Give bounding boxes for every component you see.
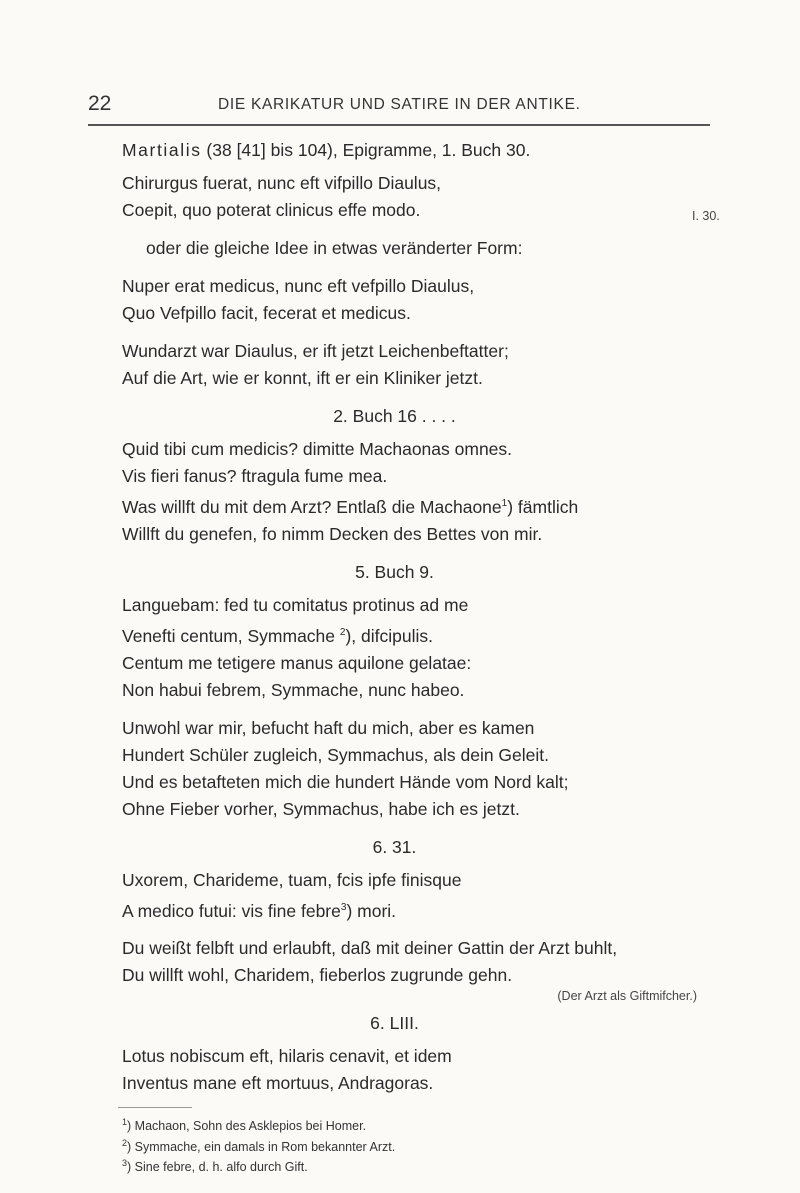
running-title: DIE KARIKATUR UND SATIRE IN DER ANTIKE. [218,96,581,113]
footnote-mark: 2 [339,626,346,638]
footnote-text: ) Machaon, Sohn des Asklepios bei Homer. [127,1119,367,1134]
german-line: Wundarzt war Diaulus, er ift jetzt Leichenbeftatter; [122,341,509,361]
german-line: Auf die Art, wie er konnt, ift er ein Kliniker jetzt. [122,368,483,388]
german-line: Ohne Fieber vorher, Symmachus, habe ich es jetzt. [122,798,520,819]
german-line: Du willft wohl, Charidem, fieberlos zugrunde gehn. [122,965,513,986]
german-line: Willft du genefen, fo nimm Decken des Bettes von mir. [122,523,543,544]
text-span: ) fämtlich [507,496,579,517]
footnote [122,1135,722,1155]
latin-line: Vis fieri fanus? ftragula fume mea. [122,466,388,486]
footnote-mark: 2 [122,1137,128,1148]
german-line: Du weißt felbft und erlaubft, daß mit deiner Gattin der Arzt buhlt, [122,938,618,959]
footnote-text: ) Sine febre, d. h. alfo durch Gift. [127,1159,308,1174]
latin-line [122,619,722,650]
latin-line: Nuper erat medicus, nunc eft vefpillo Diaulus, [122,276,475,296]
footnote-mark: 1 [122,1117,128,1128]
latin-line: Chirurgus fuerat, nunc eft vifpillo Diaulus, [122,173,442,193]
text-span: Venefti centum, Symmache [122,625,340,646]
footnote-mark: 1 [501,498,508,509]
footnote-mark: 3 [122,1157,128,1168]
epigram-heading: 5. Buch 9. [355,561,434,582]
german-line [122,490,722,521]
side-note: (Der Arzt als Giftmifcher.) [557,989,697,1004]
footnote-rule [118,1107,192,1108]
author-name: Martialis [122,140,202,160]
latin-line [122,894,722,925]
latin-line: Centum me tetigere manus aquilone gelatae: [122,652,472,673]
text-span: ), difcipulis. [345,625,433,646]
text-span: ) mori. [346,900,397,921]
latin-line: Uxorem, Charideme, tuam, fcis ipfe finisque [122,869,462,890]
heading-details: (38 [41] bis 104), Epigramme, 1. Buch 30. [201,140,531,160]
footnote-mark: 3 [340,901,347,913]
latin-line: Non habui febrem, Symmache, nunc habeo. [122,679,465,700]
epigram-heading: 6. 31. [372,836,417,857]
page-number: 22 [88,92,112,115]
latin-line: Coepit, quo poterat clinicus effe modo. [122,200,421,220]
section-heading [122,137,722,164]
latin-line: Inventus mane eft mortuus, Andragoras. [122,1073,434,1094]
footnote-text: ) Symmache, ein damals in Rom bekannter Arzt. [127,1139,396,1154]
latin-line-with-ref [122,197,722,224]
latin-line: Quo Vefpillo facit, fecerat et medicus. [122,303,411,323]
german-line: Und es betafteten mich die hundert Hände vom Nord kalt; [122,771,569,792]
running-header [88,92,708,118]
epigram-heading: 2. Buch 16 . . . . [333,406,456,426]
epigram-heading: 6. LIII. [370,1013,419,1034]
text-span: A medico futui: vis fine febre [122,900,341,921]
latin-line: Quid tibi cum medicis? dimitte Machaonas omnes. [122,439,513,459]
intro-line: oder die gleiche Idee in etwas veränderter Form: [146,238,523,258]
footnote [122,1155,722,1175]
german-line: Hundert Schüler zugleich, Symmachus, als dein Geleit. [122,744,550,765]
text-span: Was willft du mit dem Arzt? Entlaß die Machaone [122,496,502,517]
latin-line: Languebam: fed tu comitatus protinus ad me [122,594,469,615]
header-rule [88,124,710,126]
footnote [122,1114,722,1134]
german-line: Unwohl war mir, befucht haft du mich, aber es kamen [122,717,535,738]
latin-line: Lotus nobiscum eft, hilaris cenavit, et idem [122,1046,452,1067]
page-body [122,137,722,1175]
margin-reference: I. 30. [692,209,720,223]
